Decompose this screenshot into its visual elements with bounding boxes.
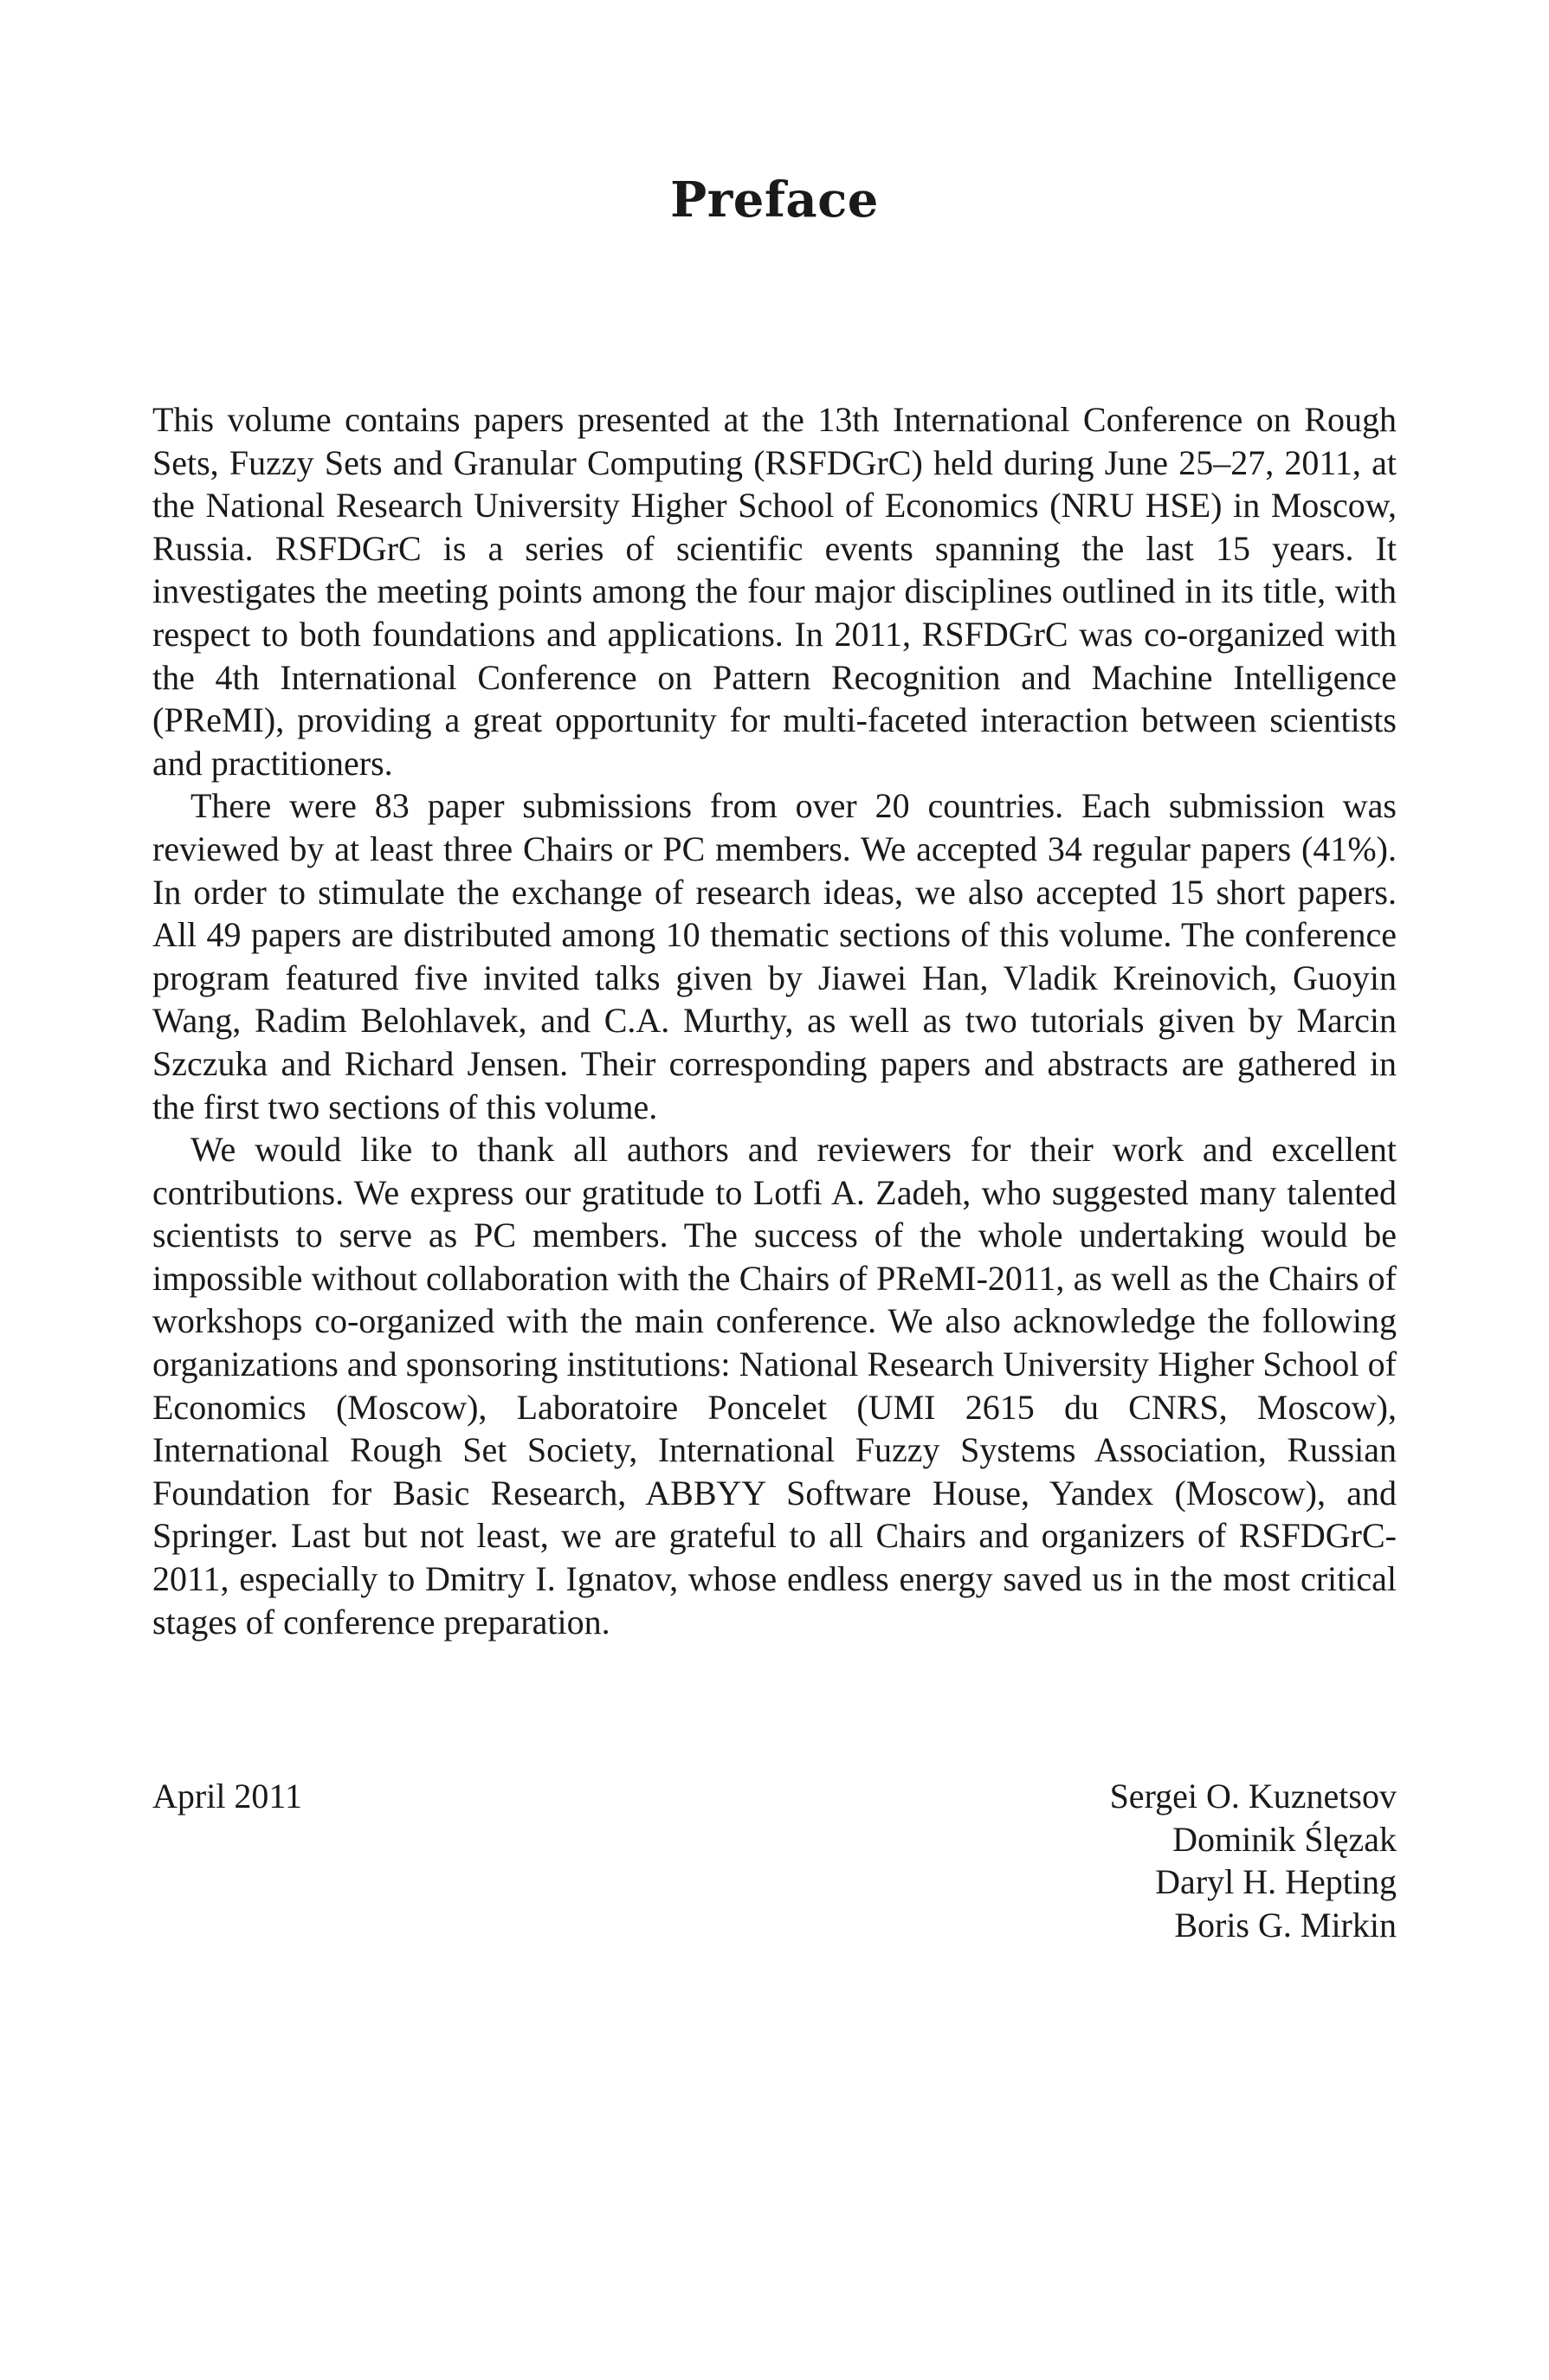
author-name: Dominik Ślęzak	[1172, 1819, 1397, 1859]
author-name: Daryl H. Hepting	[1155, 1862, 1397, 1902]
author-name: Boris G. Mirkin	[1174, 1905, 1397, 1945]
author-name: Sergei O. Kuznetsov	[1109, 1777, 1397, 1816]
paragraph-3: We would like to thank all authors and reviewers for their work and excellent contributions. We express our gratitude to Lotfi A. Zadeh, who suggested many talented scientists to serve as PC members. The success of the whole undertaking would be impossible without collaboration with the Chairs of PReMI-2011, as well as the Chairs of workshops co-organized with the main conference. We also acknowledge the following organizations and sponsoring institutions: National Research University Higher School of Economics (Moscow), Laboratoire Poncelet (UMI 2615 du CNRS, Moscow), International Rough Set Society, International Fuzzy Systems Association, Russian Foundation for Basic Research, ABBYY Software House, Yandex (Moscow), and Springer. Last but not least, we are grateful to all Chairs and organizers of RSFDGrC-2011, especially to Dmitry I. Ignatov, whose endless energy saved us in the most critical stages of conference preparation.	[152, 1130, 1397, 1641]
paragraph-2: There were 83 paper submissions from over 20 countries. Each submission was reviewed by at least three Chairs or PC members. We accepted 34 regular papers (41%). In order to stimulate the exchange of research ideas, we also accepted 15 short papers. All 49 papers are distributed among 10 thematic sections of this volume. The conference program featured five invited talks given by Jiawei Han, Vladik Kreinovich, Guoyin Wang, Radim Belohlavek, and C.A. Murthy, as well as two tutorials given by Marcin Szczuka and Richard Jensen. Their corresponding papers and abstracts are gathered in the first two sections of this volume.	[152, 786, 1397, 1126]
date-line: April 2011	[152, 1777, 302, 1816]
author-list	[1110, 1775, 1397, 1946]
preface-body	[152, 398, 1397, 1643]
page-title: Preface	[670, 171, 879, 229]
paragraph-1: This volume contains papers presented at the 13th International Conference on Rough Sets, Fuzzy Sets and Granular Computing (RSFDGrC) held during June 25–27, 2011, at the National Research University Higher School of Economics (NRU HSE) in Moscow, Russia. RSFDGrC is a series of scientific events spanning the last 15 years. It investigates the meeting points among the four major disciplines outlined in its title, with respect to both foundations and applications. In 2011, RSFDGrC was co-organized with the 4th International Conference on Pattern Recognition and Machine Intelligence (PReMI), providing a great opportunity for multi-faceted interaction between scientists and practitioners.	[152, 400, 1397, 783]
